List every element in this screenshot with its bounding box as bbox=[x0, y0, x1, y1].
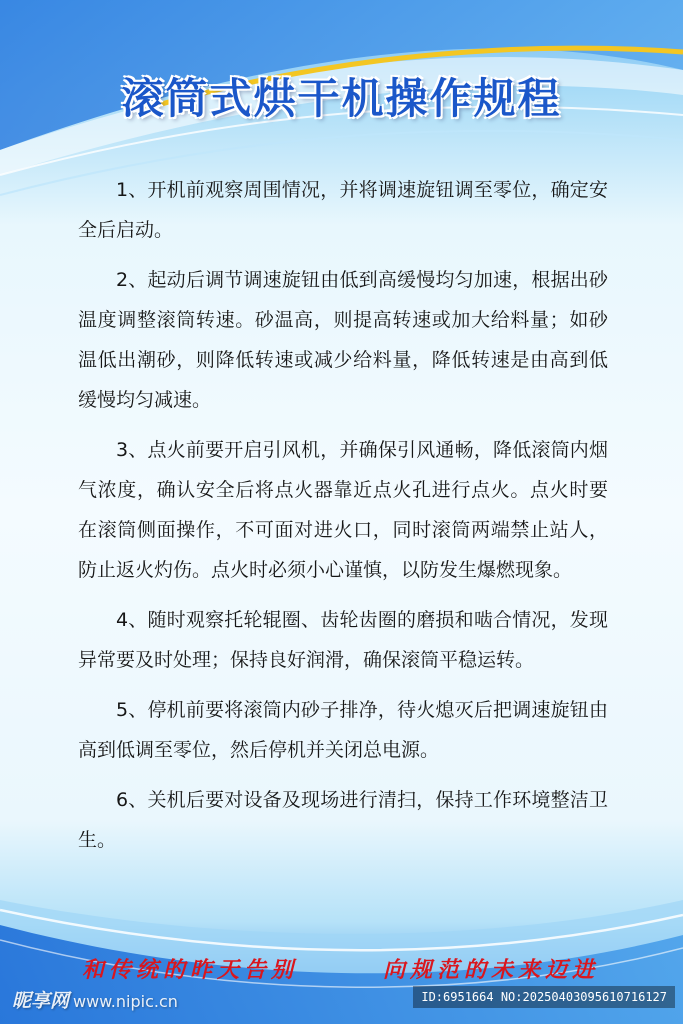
rules-body bbox=[78, 170, 608, 870]
slogan-left: 和传统的昨天告别 bbox=[82, 957, 299, 983]
rule-paragraph-5: 5、停机前要将滚筒内砂子排净，待火熄灭后把调速旋钮由高到低调至零位，然后停机并关闭总电源。 bbox=[78, 699, 608, 761]
watermark-id: ID:6951664 NO:20250403095610716127 bbox=[413, 986, 675, 1008]
slogan-right: 向规范的未来迈进 bbox=[383, 957, 600, 983]
rule-paragraph-3: 3、点火前要开启引风机，并确保引风通畅，降低滚筒内烟气浓度，确认安全后将点火器靠近点火孔进行点火。点火时要在滚筒侧面操作，不可面对进火口，同时滚筒两端禁止站人，防止返火灼伤。点火时必须小心谨慎，以防发生爆燃现象。 bbox=[78, 439, 608, 581]
watermark-brand bbox=[12, 986, 178, 1013]
rule-paragraph-4: 4、随时观察托轮辊圈、齿轮齿圈的磨损和啮合情况，发现异常要及时处理；保持良好润滑，确保滚筒平稳运转。 bbox=[78, 609, 608, 671]
watermark-url: www.nipic.cn bbox=[73, 992, 178, 1011]
rule-paragraph-2: 2、起动后调节调速旋钮由低到高缓慢均匀加速，根据出砂温度调整滚筒转速。砂温高，则提高转速或加大给料量；如砂温低出潮砂，则降低转速或减少给料量，降低转速是由高到低缓慢均匀减速。 bbox=[78, 269, 608, 411]
watermark-brand-name: 昵享网 bbox=[12, 990, 70, 1012]
rule-paragraph-1: 1、开机前观察周围情况，并将调速旋钮调至零位，确定安全后启动。 bbox=[78, 179, 608, 241]
rule-paragraph-6: 6、关机后要对设备及现场进行清扫，保持工作环境整洁卫生。 bbox=[78, 789, 608, 851]
page-title: 滚筒式烘干机操作规程 bbox=[121, 74, 562, 123]
